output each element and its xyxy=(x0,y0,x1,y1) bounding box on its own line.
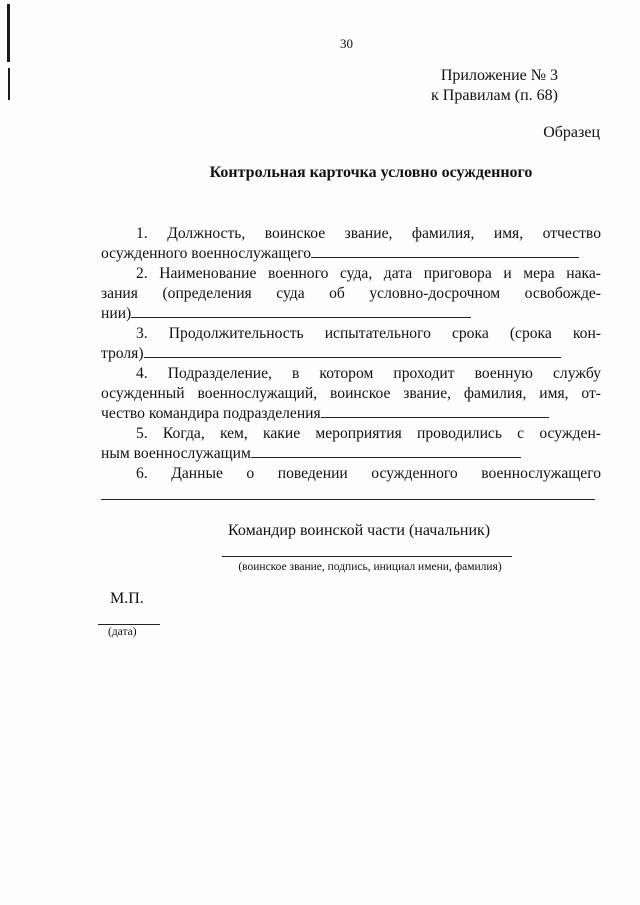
appendix-line: Приложение № 3 xyxy=(440,67,558,84)
signature-line[interactable] xyxy=(222,556,512,557)
item-3-label: троля) xyxy=(101,345,144,362)
item-2-text-2: зания (определения суда об условно-досрочном освобожде- xyxy=(101,285,601,302)
sample-label: Образец xyxy=(543,124,600,141)
commander-title: Командир воинской части (начальник) xyxy=(228,522,491,539)
item-2-fill-line[interactable] xyxy=(131,304,471,318)
item-4-text: 4. Подразделение, в котором проходит военную службу xyxy=(136,365,601,382)
appendix-heading xyxy=(431,66,558,106)
date-caption: (дата) xyxy=(108,626,137,638)
item-6-text: 6. Данные о поведении осужденного военнослужащего xyxy=(136,465,601,482)
item-3-continuation xyxy=(101,344,601,364)
date-line[interactable] xyxy=(98,624,160,625)
item-4-text-2: осужденный военнослужащий, воинское звание, фамилия, имя, от- xyxy=(101,385,601,402)
item-1-text: 1. Должность, воинское звание, фамилия, имя, отчество xyxy=(136,225,601,242)
item-6-fill-line[interactable] xyxy=(101,484,595,500)
item-2-label: нии) xyxy=(101,305,132,322)
item-1-label: осужденного военнослужащего xyxy=(101,245,312,262)
item-4-label: чество командира подразделения xyxy=(101,405,321,422)
item-4-fill-line[interactable] xyxy=(321,404,549,418)
item-1-continuation xyxy=(101,244,601,264)
item-5-label: ным военнослужащим xyxy=(101,445,251,462)
item-4-continuation xyxy=(101,404,601,424)
form-items xyxy=(101,224,601,500)
appendix-reference: к Правилам (п. 68) xyxy=(431,87,558,104)
stamp-place: М.П. xyxy=(110,590,144,607)
item-5-continuation xyxy=(101,444,601,464)
scan-edge-mark xyxy=(8,68,10,100)
item-3-fill-line[interactable] xyxy=(144,344,561,358)
item-3-text: 3. Продолжительность испытательного срока (срока кон- xyxy=(136,325,601,342)
item-2-continuation xyxy=(101,304,601,324)
scan-edge-mark xyxy=(7,4,10,62)
item-1-fill-line[interactable] xyxy=(311,244,579,258)
item-2-text: 2. Наименование военного суда, дата приговора и мера нака- xyxy=(136,265,601,282)
signature-caption: (воинское звание, подпись, инициал имени, фамилия) xyxy=(238,561,502,573)
page-number: 30 xyxy=(340,36,353,51)
form-title: Контрольная карточка условно осужденного xyxy=(209,164,533,181)
item-5-text: 5. Когда, кем, какие мероприятия проводились с осужден- xyxy=(136,425,601,442)
item-5-fill-line[interactable] xyxy=(251,444,521,458)
